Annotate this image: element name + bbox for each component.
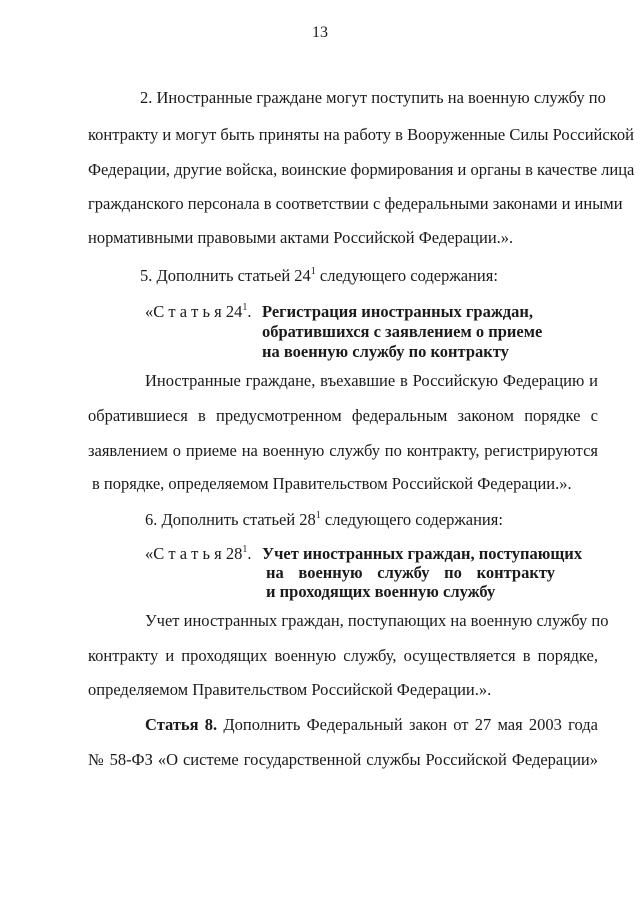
article28-title-line-3: и проходящих военную службу [266, 582, 496, 601]
article8-label: Статья 8. [145, 715, 218, 734]
p2-line-1: 2. Иностранные граждане могут поступить на военную службу по [140, 88, 606, 107]
article8-line-1 [145, 715, 598, 735]
article28-prefix: «С т а т ь я $28^1$. [145, 544, 252, 563]
article24-body-line-1: Иностранные граждане, въехавшие в Российскую Федерацию и [145, 371, 598, 390]
p2-line-5: нормативными правовыми актами Российской Федерации.». [88, 228, 514, 247]
item6-heading: 6. Дополнить статьей $28^1$ следующего содержания: [145, 510, 503, 529]
article24-body-line-3: заявлением о приеме на военную службу по контракту, регистрируются [88, 441, 598, 460]
p2-line-3: Федерации, другие войска, воинские формирования и органы в качестве лица [88, 160, 635, 179]
article28-title-line-2: на военную службу по контракту [266, 563, 555, 582]
article28-body-line-1: Учет иностранных граждан, поступающих на военную службу по [145, 611, 609, 630]
article24-title-line-2: обратившихся с заявлением о приеме [262, 322, 543, 341]
article8-line-1-text: Дополнить Федеральный закон от 27 мая 2003 года [217, 715, 598, 734]
article28-title-line-1: Учет иностранных граждан, поступающих [262, 544, 583, 563]
article8-line-2: № 58-ФЗ «О системе государственной службы Российской Федерации» [88, 750, 598, 769]
article24-body-line-4: в порядке, определяемом Правительством Российской Федерации.». [92, 474, 572, 493]
article24-title-line-3: на военную службу по контракту [262, 342, 509, 361]
article24-title-line-1: Регистрация иностранных граждан, [262, 302, 534, 321]
article28-body-line-3: определяемом Правительством Российской Федерации.». [88, 680, 492, 699]
article24-body-line-2: обратившиеся в предусмотренном федеральным законом порядке с [88, 406, 598, 425]
article24-prefix: «С т а т ь я $24^1$. [145, 302, 252, 321]
p2-line-2: контракту и могут быть приняты на работу в Вооруженные Силы Российской [88, 125, 634, 144]
p2-line-4: гражданского персонала в соответствии с федеральными законами и иными [88, 194, 623, 213]
article28-body-line-2: контракту и проходящих военную службу, осуществляется в порядке, [88, 646, 598, 665]
item5-heading: 5. Дополнить статьей $24^1$ следующего содержания: [140, 266, 498, 285]
page-number: 13 [312, 24, 328, 41]
